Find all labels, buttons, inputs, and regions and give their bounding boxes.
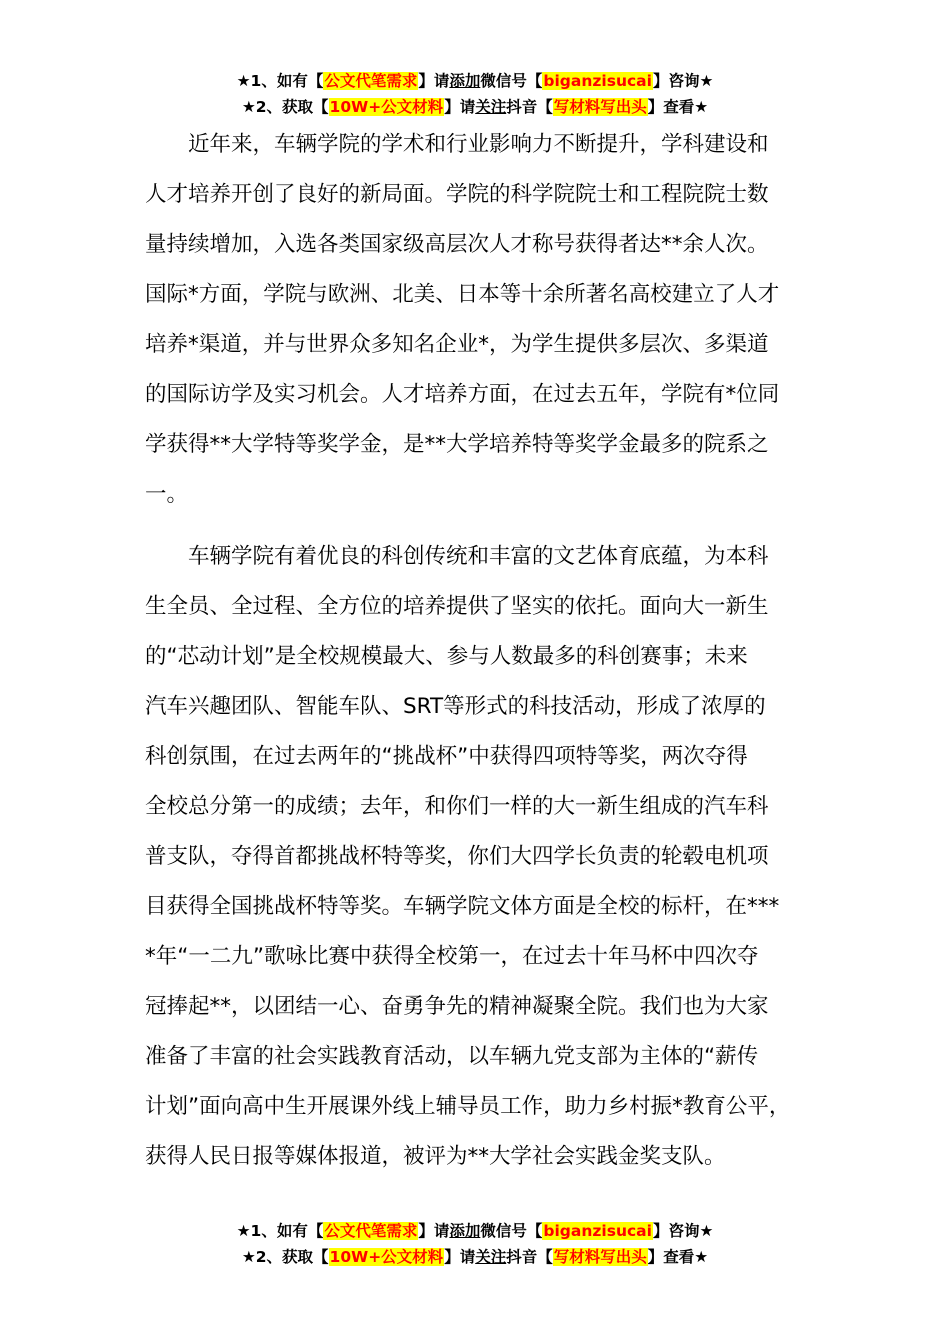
footer-banner xyxy=(0,1218,950,1270)
banner-text: ★1、如有【 xyxy=(236,1222,324,1240)
highlight-douyin-id: 写材料写出头 xyxy=(553,98,647,116)
banner-text: 】查看★ xyxy=(647,1248,709,1266)
highlight-douyin-id: 写材料写出头 xyxy=(553,1248,647,1266)
underlined-word: 添加 xyxy=(449,72,481,90)
paragraph-line: 一。 xyxy=(145,482,189,507)
banner-line-2 xyxy=(0,1244,950,1270)
paragraph-1 xyxy=(145,120,835,520)
paragraph-line: 人才培养开创了良好的新局面。学院的科学院院士和工程院院士数 xyxy=(145,182,769,207)
paragraph-line: 冠捧起**，以团结一心、奋勇争先的精神凝聚全院。我们也为大家 xyxy=(145,994,769,1019)
underlined-word: 添加 xyxy=(449,1222,481,1240)
paragraph-line: *年“一二九”歌咏比赛中获得全校第一，在过去十年马杯中四次夺 xyxy=(145,944,759,969)
highlight-wechat-id: biganzisucai xyxy=(543,1222,652,1240)
banner-line-1 xyxy=(0,1218,950,1244)
paragraph-line: 的“芯动计划”是全校规模最大、参与人数最多的科创赛事；未来 xyxy=(145,644,748,669)
highlight-service: 公文代笔需求 xyxy=(324,72,418,90)
underlined-word: 关注 xyxy=(475,98,507,116)
banner-text: 抖音【 xyxy=(506,1248,553,1266)
underlined-word: 关注 xyxy=(475,1248,507,1266)
highlight-wechat-id: biganzisucai xyxy=(543,72,652,90)
paragraph-line: 获得人民日报等媒体报道，被评为**大学社会实践金奖支队。 xyxy=(145,1144,726,1169)
banner-text: ★2、获取【 xyxy=(241,1248,329,1266)
banner-text: 】咨询★ xyxy=(652,72,714,90)
paragraph-line: 普支队，夺得首都挑战杯特等奖，你们大四学长负责的轮毂电机项 xyxy=(145,844,769,869)
banner-text: 】请 xyxy=(418,72,450,90)
paragraph-line: 国际*方面，学院与欧洲、北美、日本等十余所著名高校建立了人才 xyxy=(145,282,780,307)
highlight-materials: 10W+公文材料 xyxy=(329,98,444,116)
paragraph-line: 科创氛围，在过去两年的“挑战杯”中获得四项特等奖，两次夺得 xyxy=(145,744,748,769)
paragraph-line: 培养*渠道，并与世界众多知名企业*，为学生提供多层次、多渠道 xyxy=(145,332,769,357)
banner-text: 】请 xyxy=(444,98,476,116)
banner-text: 抖音【 xyxy=(506,98,553,116)
banner-line-1 xyxy=(0,68,950,94)
highlight-materials: 10W+公文材料 xyxy=(329,1248,444,1266)
paragraph-line: 准备了丰富的社会实践教育活动，以车辆九党支部为主体的“薪传 xyxy=(145,1044,759,1069)
banner-text: ★2、获取【 xyxy=(241,98,329,116)
paragraph-line: 车辆学院有着优良的科创传统和丰富的文艺体育底蕴，为本科 xyxy=(145,544,769,569)
banner-text: ★1、如有【 xyxy=(236,72,324,90)
paragraph-line: 生全员、全过程、全方位的培养提供了坚实的依托。面向大一新生 xyxy=(145,594,769,619)
banner-text: 】请 xyxy=(444,1248,476,1266)
banner-text: 】请 xyxy=(418,1222,450,1240)
header-banner xyxy=(0,68,950,120)
paragraph-line: 汽车兴趣团队、智能车队、SRT等形式的科技活动，形成了浓厚的 xyxy=(145,694,766,719)
banner-text: 微信号【 xyxy=(480,72,543,90)
paragraph-line: 量持续增加，入选各类国家级高层次人才称号获得者达**余人次。 xyxy=(145,232,769,257)
banner-text: 】查看★ xyxy=(647,98,709,116)
paragraph-2 xyxy=(145,532,835,1182)
paragraph-line: 计划”面向高中生开展课外线上辅导员工作，助力乡村振*教育公平， xyxy=(145,1094,791,1119)
banner-text: 微信号【 xyxy=(480,1222,543,1240)
paragraph-line: 目获得全国挑战杯特等奖。车辆学院文体方面是全校的标杆，在*** xyxy=(145,894,780,919)
paragraph-line: 学获得**大学特等奖学金，是**大学培养特等奖学金最多的院系之 xyxy=(145,432,769,457)
banner-line-2 xyxy=(0,94,950,120)
banner-text: 】咨询★ xyxy=(652,1222,714,1240)
paragraph-line: 近年来，车辆学院的学术和行业影响力不断提升，学科建设和 xyxy=(145,132,769,157)
highlight-service: 公文代笔需求 xyxy=(324,1222,418,1240)
paragraph-line: 的国际访学及实习机会。人才培养方面，在过去五年，学院有*位同 xyxy=(145,382,780,407)
paragraph-line: 全校总分第一的成绩；去年，和你们一样的大一新生组成的汽车科 xyxy=(145,794,769,819)
